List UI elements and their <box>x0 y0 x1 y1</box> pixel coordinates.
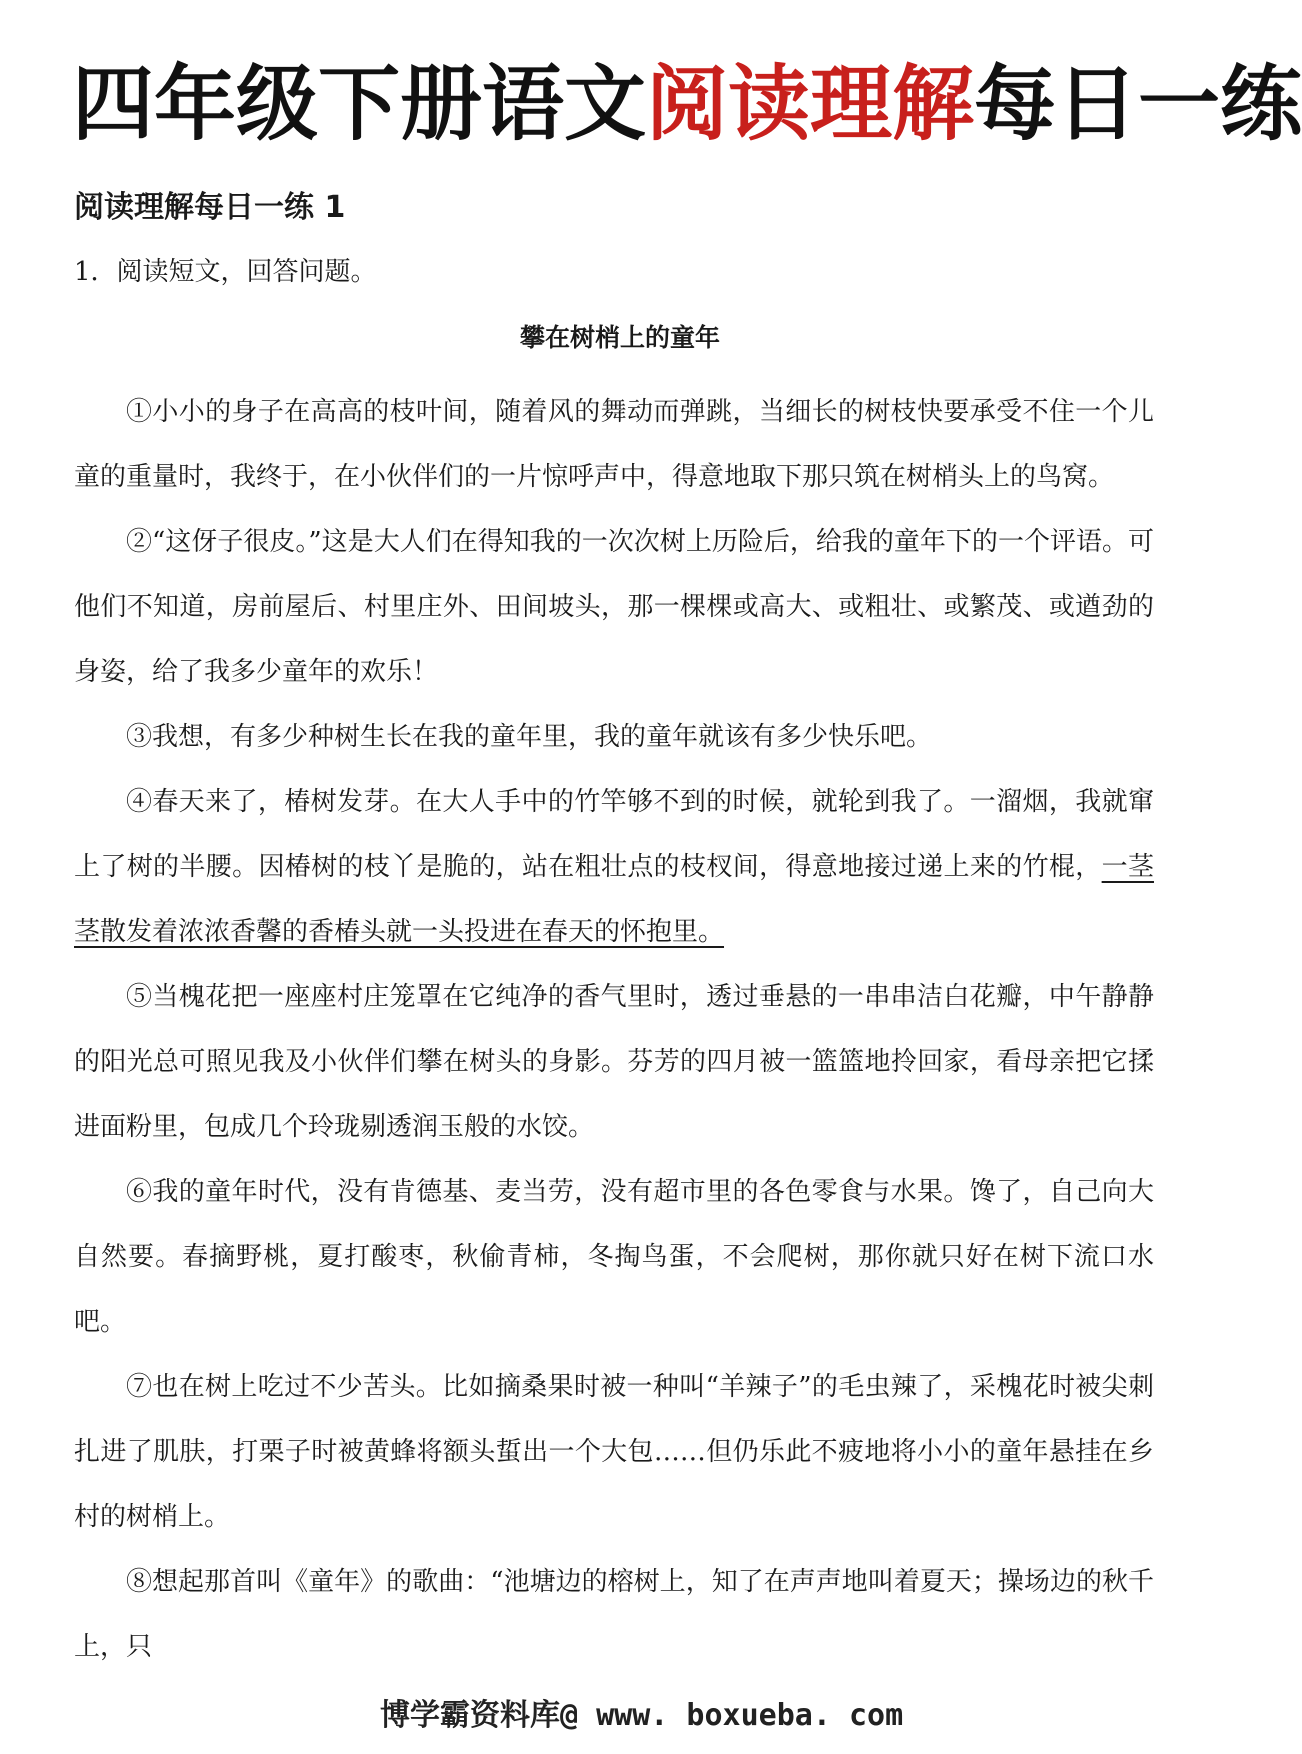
paragraph-5: ⑤当槐花把一座座村庄笼罩在它纯净的香气里时，透过垂悬的一串串洁白花瓣，中午静静的阳光总可照见我及小伙伴们攀在树头的身影。芬芳的四月被一篮篮地拎回家，看母亲把它揉进面粉里，包成几个玲珑剔透润玉般的水饺。 <box>74 982 1154 1142</box>
paragraph-8: ⑧想起那首叫《童年》的歌曲：“池塘边的榕树上，知了在声声地叫着夏天；操场边的秋千上，只 <box>74 1567 1154 1662</box>
paragraph-2: ②“这伢子很皮。”这是大人们在得知我的一次次树上历险后，给我的童年下的一个评语。可他们不知道，房前屋后、村里庄外、田间坡头，那一棵棵或高大、或粗壮、或繁茂、或遒劲的身姿，给了我多少童年的欢乐！ <box>74 527 1154 687</box>
paragraph-1: ①小小的身子在高高的枝叶间，随着风的舞动而弹跳，当细长的树枝快要承受不住一个儿童的重量时，我终于，在小伙伴们的一片惊呼声中，得意地取下那只筑在树梢头上的鸟窝。 <box>74 397 1154 492</box>
main-title-highlight: 阅读理解 <box>646 57 975 152</box>
section-title: 阅读理解每日一练 1 <box>74 190 346 225</box>
main-title-part1: 四年级下册语文 <box>72 57 647 152</box>
watermark: 博学霸资料库@ www. boxueba. com <box>380 1698 904 1733</box>
main-title <box>72 50 1302 160</box>
main-title-part2: 每日一练 <box>974 57 1302 152</box>
underlined-sentence: 一茎茎散发着浓浓香馨的香椿头就一头投进在春天的怀抱里。 <box>74 852 1154 947</box>
paragraph-4 <box>74 770 1154 965</box>
story-title: 攀在树梢上的童年 <box>519 323 720 352</box>
paragraph-3: ③我想，有多少种树生长在我的童年里，我的童年就该有多少快乐吧。 <box>126 722 933 752</box>
paragraph-4-text: ④春天来了，椿树发芽。在大人手中的竹竿够不到的时候，就轮到我了。一溜烟，我就窜上了树的半腰。因椿树的枝丫是脆的，站在粗壮点的枝杈间，得意地接过递上来的竹棍， <box>74 787 1154 882</box>
paragraph-6: ⑥我的童年时代，没有肯德基、麦当劳，没有超市里的各色零食与水果。馋了，自己向大自然要。春摘野桃，夏打酸枣，秋偷青柿，冬掏鸟蛋，不会爬树，那你就只好在树下流口水吧。 <box>74 1177 1154 1337</box>
question-prompt: 1．阅读短文，回答问题。 <box>74 257 377 287</box>
story-body <box>74 380 1154 1680</box>
paragraph-7: ⑦也在树上吃过不少苦头。比如摘桑果时被一种叫“羊辣子”的毛虫辣了，采槐花时被尖刺扎进了肌肤，打栗子时被黄蜂将额头蜇出一个大包……但仍乐此不疲地将小小的童年悬挂在乡村的树梢上。 <box>74 1372 1154 1532</box>
